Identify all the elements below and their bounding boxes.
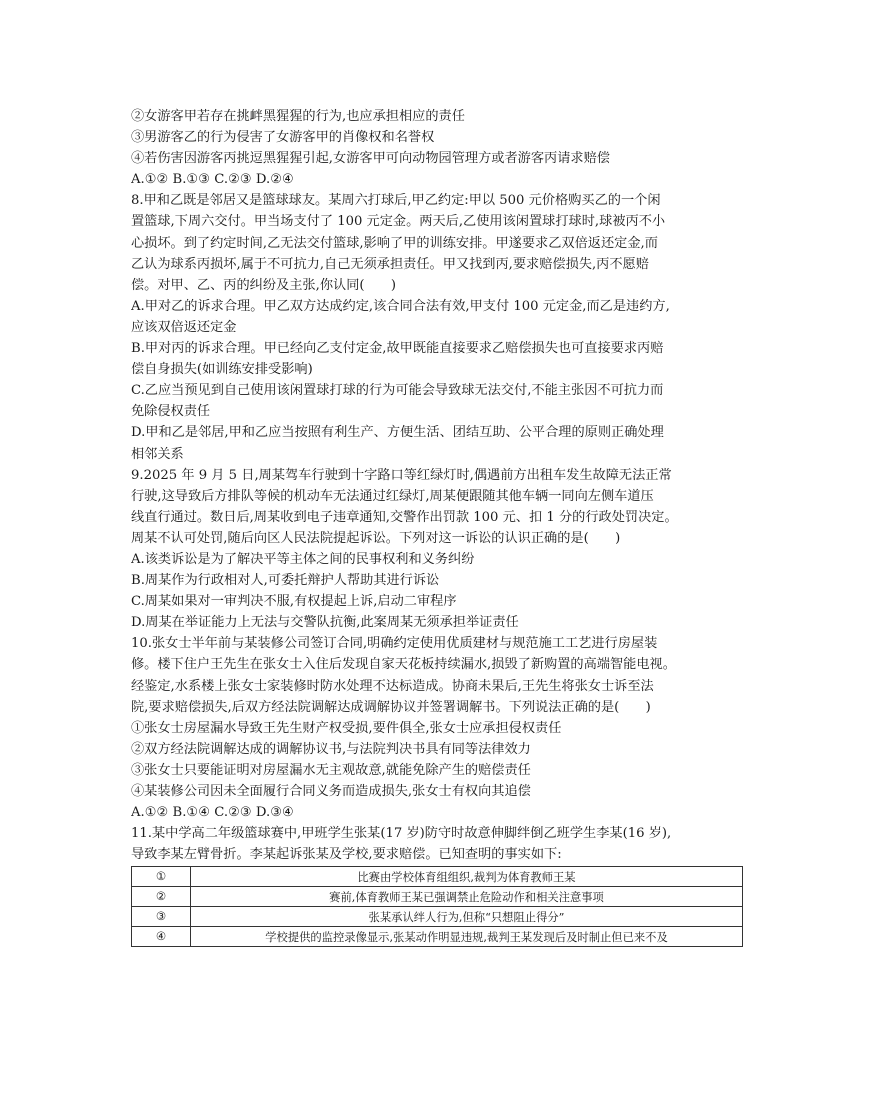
question-7-continuation — [131, 106, 743, 190]
q9-stem-line: 9.2025 年 9 月 5 日,周某驾车行驶到十字路口等红绿灯时,偶遇前方出租车发生故障无法正常 — [131, 467, 672, 483]
fact-text: 张某承认绊人行为,但称“只想阻止得分” — [191, 907, 743, 927]
q8-stem-line: 乙认为球系丙损坏,属于不可抗力,自己无须承担责任。甲又找到丙,要求赔偿损失,丙不愿赔 — [131, 256, 649, 272]
q8-option-b-cont: 偿自身损失(如训练安排受影响) — [131, 362, 313, 378]
table-row — [132, 887, 743, 907]
fact-text: 比赛由学校体育组组织,裁判为体育教师王某 — [191, 867, 743, 887]
q7-item-3: ③男游客乙的行为侵害了女游客甲的肖像权和名誉权 — [131, 130, 435, 146]
q8-option-b: B.甲对丙的诉求合理。甲已经向乙支付定金,故甲既能直接要求乙赔偿损失也可直接要求丙赔 — [131, 341, 664, 357]
q10-stem-line: 修。楼下住户王先生在张女士入住后发现自家天花板持续漏水,损毁了新购置的高端智能电视。 — [131, 657, 676, 673]
q8-stem-line: 置篮球,下周六交付。甲当场支付了 100 元定金。两天后,乙使用该闲置球打球时,球被丙不小 — [131, 214, 666, 230]
fact-text: 学校提供的监控录像显示,张某动作明显违规,裁判王某发现后及时制止但已来不及 — [191, 927, 743, 947]
q8-option-d-cont: 相邻关系 — [131, 446, 184, 462]
q11-stem-line: 导致李某左臂骨折。李某起诉张某及学校,要求赔偿。已知查明的事实如下: — [131, 847, 562, 863]
q10-item-3: ③张女士只要能证明对房屋漏水无主观故意,就能免除产生的赔偿责任 — [131, 762, 531, 778]
q9-option-b: B.周某作为行政相对人,可委托辩护人帮助其进行诉讼 — [131, 573, 440, 589]
q8-option-c: C.乙应当预见到自己使用该闲置球打球的行为可能会导致球无法交付,不能主张因不可抗力而 — [131, 383, 664, 399]
q7-item-4: ④若伤害因游客丙挑逗黑猩猩引起,女游客甲可向动物园管理方或者游客丙请求赔偿 — [131, 151, 610, 167]
q10-stem-line: 院,要求赔偿损失,后双方经法院调解达成调解协议并签署调解书。下列说法正确的是( ) — [131, 699, 651, 715]
fact-index: ② — [132, 887, 191, 907]
table-row — [132, 867, 743, 887]
q10-stem-line: 10.张女士半年前与某装修公司签订合同,明确约定使用优质建材与规范施工工艺进行房屋装 — [131, 636, 658, 652]
q10-item-2: ②双方经法院调解达成的调解协议书,与法院判决书具有同等法律效力 — [131, 741, 531, 757]
q10-stem-line: 经鉴定,水系楼上张女士家装修时防水处理不达标造成。协商未果后,王先生将张女士诉至法 — [131, 678, 654, 694]
q9-stem-line: 行驶,这导致后方排队等候的机动车无法通过红绿灯,周某便跟随其他车辆一同向左侧车道压 — [131, 488, 654, 504]
table-row — [132, 907, 743, 927]
q8-stem-line: 心损坏。到了约定时间,乙无法交付篮球,影响了甲的训练安排。甲遂要求乙双倍返还定金,而 — [131, 235, 658, 251]
q7-answer-choices: A.①② B.①③ C.②③ D.②④ — [131, 172, 294, 188]
q8-option-d: D.甲和乙是邻居,甲和乙应当按照有利生产、方便生活、团结互助、公平合理的原则正确处理 — [131, 425, 664, 441]
q10-item-4: ④某装修公司因未全面履行合同义务而造成损失,张女士有权向其追偿 — [131, 784, 531, 799]
facts-table — [131, 866, 743, 947]
q7-item-2: ②女游客甲若存在挑衅黑猩猩的行为,也应承担相应的责任 — [131, 109, 465, 124]
fact-index: ① — [132, 867, 191, 887]
fact-index: ④ — [132, 927, 191, 947]
q9-option-a: A.该类诉讼是为了解决平等主体之间的民事权利和义务纠纷 — [131, 551, 475, 567]
question-10 — [131, 633, 743, 823]
q8-option-c-cont: 免除侵权责任 — [131, 404, 211, 420]
q8-stem-line: 8.甲和乙既是邻居又是篮球球友。某周六打球后,甲乙约定:甲以 500 元价格购买乙的一个闲 — [131, 193, 661, 209]
question-9 — [131, 465, 743, 634]
q11-stem-line: 11.某中学高二年级篮球赛中,甲班学生张某(17 岁)防守时故意伸脚绊倒乙班学生李某(16 岁), — [131, 826, 672, 842]
q9-option-d: D.周某在举证能力上无法与交警队抗衡,此案周某无须承担举证责任 — [131, 615, 519, 631]
q8-option-a: A.甲对乙的诉求合理。甲乙双方达成约定,该合同合法有效,甲支付 100 元定金,而乙是违约方, — [131, 298, 670, 314]
fact-index: ③ — [132, 907, 191, 927]
question-11 — [131, 823, 743, 947]
q10-item-1: ①张女士房屋漏水导致王先生财产权受损,要件俱全,张女士应承担侵权责任 — [131, 720, 562, 736]
exam-page — [131, 106, 743, 947]
q9-stem-line: 线直行通过。数日后,周某收到电子违章通知,交警作出罚款 100 元、扣 1 分的行政处罚决定。 — [131, 509, 678, 525]
q10-answer-choices: A.①② B.①④ C.②③ D.③④ — [131, 805, 294, 821]
fact-text: 赛前,体育教师王某已强调禁止危险动作和相关注意事项 — [191, 887, 743, 907]
q9-stem-line: 周某不认可处罚,随后向区人民法院提起诉讼。下列对这一诉讼的认识正确的是( ) — [131, 530, 621, 546]
question-8 — [131, 190, 743, 464]
q8-option-a-cont: 应该双倍返还定金 — [131, 319, 237, 335]
q9-option-c: C.周某如果对一审判决不服,有权提起上诉,启动二审程序 — [131, 594, 457, 610]
table-row — [132, 927, 743, 947]
q8-stem-line: 偿。对甲、乙、丙的纠纷及主张,你认同( ) — [131, 277, 397, 293]
